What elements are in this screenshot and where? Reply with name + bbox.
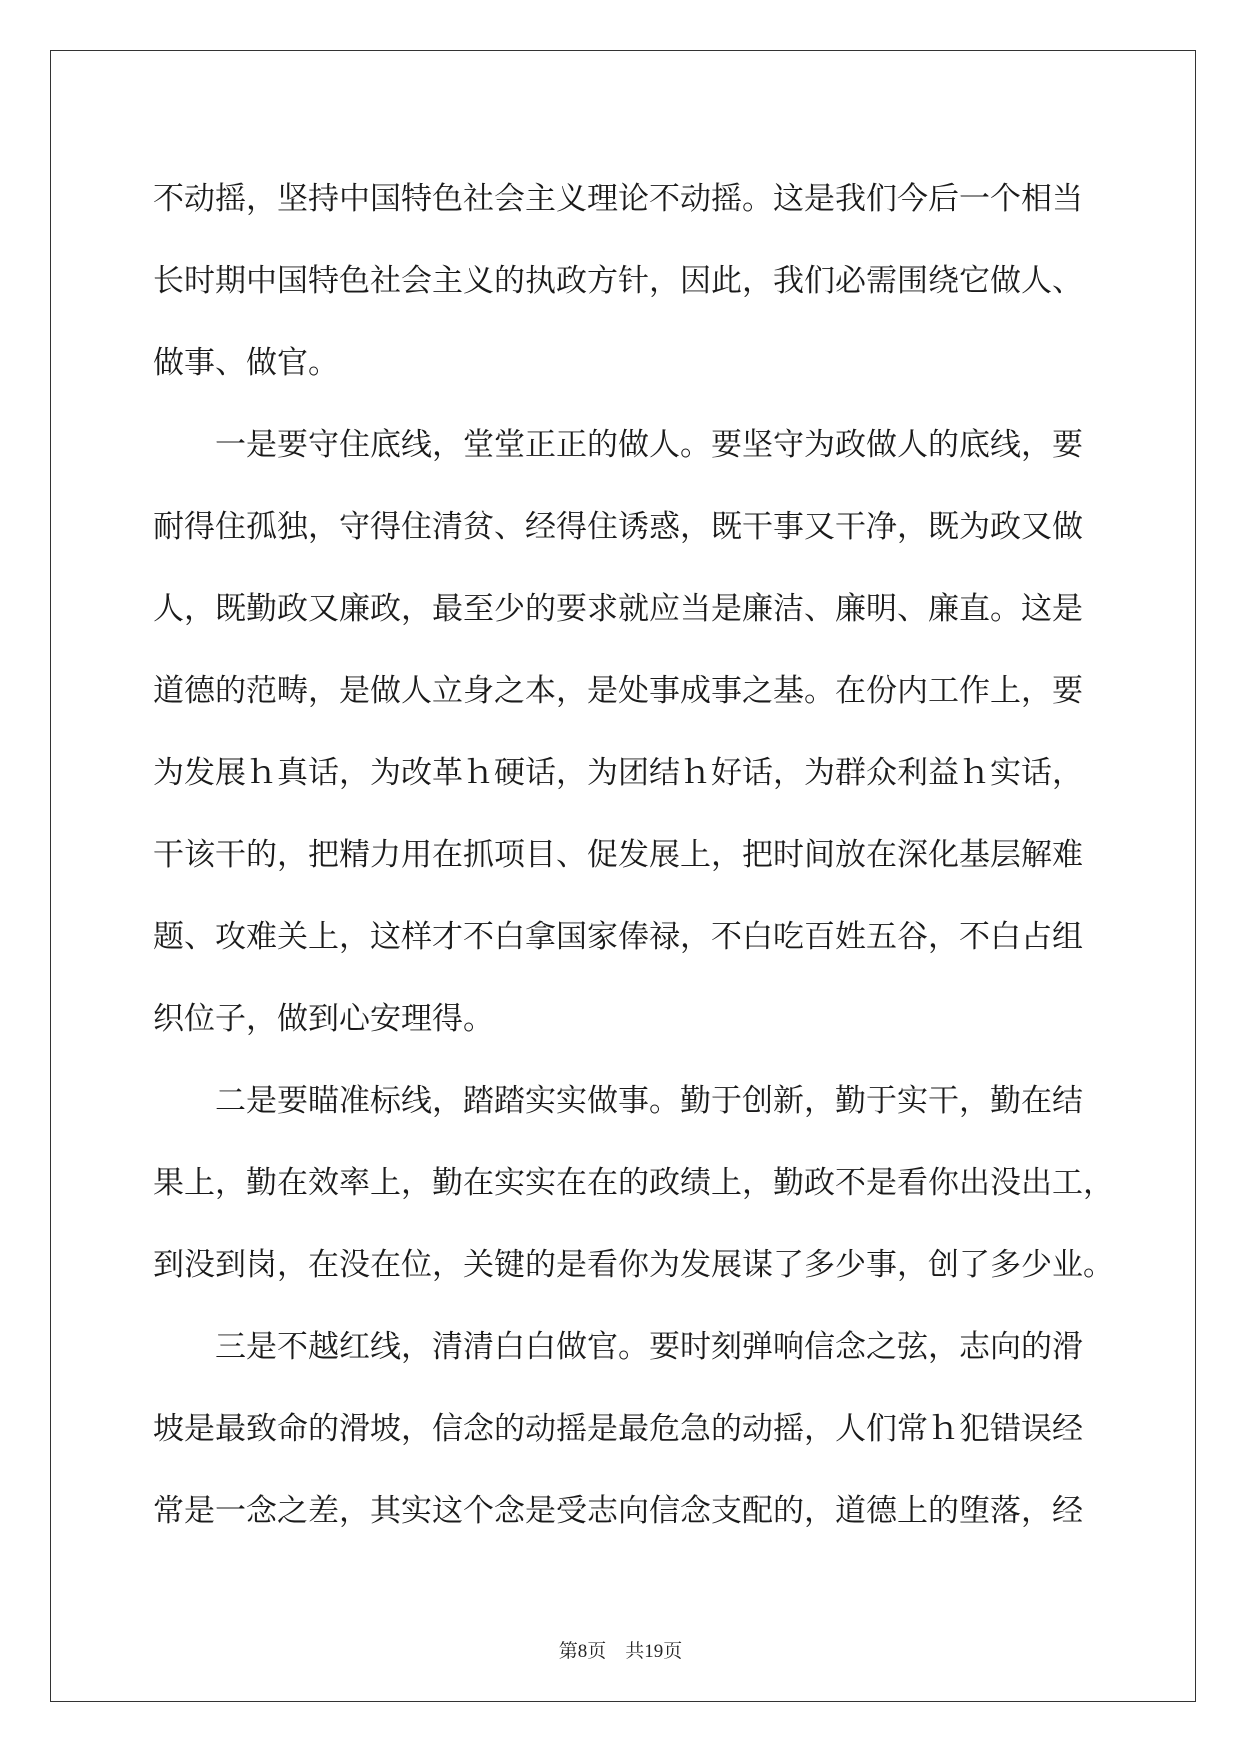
current-page-number: 8 <box>577 1641 588 1662</box>
body-text <box>153 158 1114 1552</box>
text-line: 织位子，做到心安理得。 <box>153 1001 494 1037</box>
text-line: 人，既勤政又廉政，最至少的要求就应当是廉洁、廉明、廉直。这是 <box>153 591 1083 627</box>
text-line: 为发展ｈ真话，为改革ｈ硬话，为团结ｈ好话，为群众利益ｈ实话， <box>153 755 1083 791</box>
text-line: 题、攻难关上，这样才不白拿国家俸禄，不白吃百姓五谷，不白占组 <box>153 919 1083 955</box>
text-line: 干该干的，把精力用在抓项目、促发展上，把时间放在深化基层解难 <box>153 837 1083 873</box>
footer-prefix: 第 <box>558 1641 578 1662</box>
text-line: 不动摇，坚持中国特色社会主义理论不动摇。这是我们今后一个相当 <box>153 181 1083 217</box>
text-line: 长时期中国特色社会主义的执政方针，因此，我们必需围绕它做人、 <box>153 263 1083 299</box>
footer-total-prefix: 共 <box>625 1641 645 1662</box>
text-line: 三是不越红线，清清白白做官。要时刻弹响信念之弦，志向的滑 <box>215 1329 1083 1365</box>
page-footer <box>0 1636 1241 1663</box>
footer-page-unit: 页 <box>587 1641 607 1662</box>
text-line: 坡是最致命的滑坡，信念的动摇是最危急的动摇，人们常ｈ犯错误经 <box>153 1411 1083 1447</box>
text-line: 常是一念之差，其实这个念是受志向信念支配的，道德上的堕落，经 <box>153 1493 1083 1529</box>
text-line: 果上，勤在效率上，勤在实实在在的政绩上，勤政不是看你出没出工， <box>153 1165 1114 1201</box>
text-line: 做事、做官。 <box>153 345 339 381</box>
text-line: 二是要瞄准标线，踏踏实实做事。勤于创新，勤于实干，勤在结 <box>215 1083 1083 1119</box>
text-line: 耐得住孤独，守得住清贫、经得住诱惑，既干事又干净，既为政又做 <box>153 509 1083 545</box>
text-line: 一是要守住底线，堂堂正正的做人。要坚守为政做人的底线，要 <box>215 427 1083 463</box>
text-line: 道德的范畴，是做人立身之本，是处事成事之基。在份内工作上，要 <box>153 673 1083 709</box>
footer-total-unit: 页 <box>663 1641 683 1662</box>
text-line: 到没到岗，在没在位，关键的是看你为发展谋了多少事，创了多少业。 <box>153 1247 1114 1283</box>
total-page-count: 19 <box>644 1641 664 1662</box>
